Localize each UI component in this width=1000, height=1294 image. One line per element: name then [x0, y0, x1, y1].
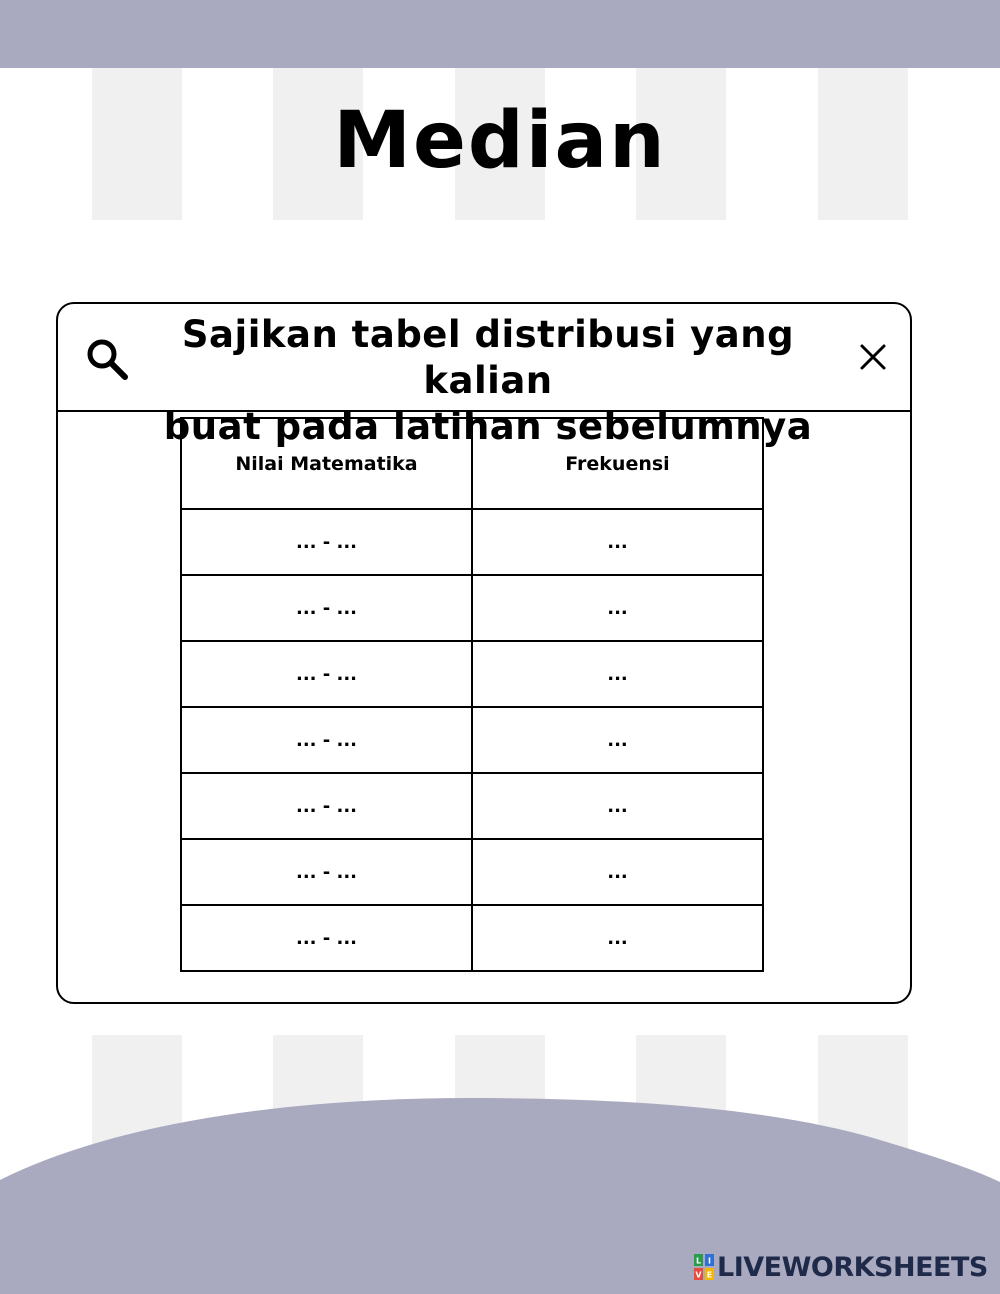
table-row	[181, 707, 763, 773]
interval-cell[interactable]: ... - ...	[181, 707, 472, 773]
interval-cell[interactable]: ... - ...	[181, 773, 472, 839]
logo-letter-l: L	[695, 1256, 702, 1266]
table-row	[181, 641, 763, 707]
interval-cell[interactable]: ... - ...	[181, 575, 472, 641]
frequency-cell[interactable]: ...	[472, 839, 763, 905]
frequency-cell[interactable]: ...	[472, 509, 763, 575]
prompt-line-1: Sajikan tabel distribusi yang kalian	[181, 313, 795, 402]
search-card	[56, 302, 912, 1004]
interval-cell[interactable]: ... - ...	[181, 641, 472, 707]
frequency-cell[interactable]: ...	[472, 575, 763, 641]
frequency-cell[interactable]: ...	[472, 773, 763, 839]
table-row	[181, 575, 763, 641]
liveworksheets-logo-icon	[694, 1254, 714, 1280]
header-frekuensi: Frekuensi	[472, 418, 763, 509]
distribution-table	[180, 417, 764, 972]
page-title: Median	[333, 96, 667, 186]
table-row	[181, 773, 763, 839]
search-card-header	[58, 304, 910, 448]
prompt-line-2: buat pada latihan sebelumnya	[163, 405, 813, 448]
frequency-cell[interactable]: ...	[472, 905, 763, 971]
logo-letter-i: I	[708, 1256, 711, 1266]
top-band	[0, 0, 1000, 68]
brand-name: LIVEWORKSHEETS	[717, 1251, 988, 1283]
header-nilai-matematika: Nilai Matematika	[181, 418, 472, 509]
interval-cell[interactable]: ... - ...	[181, 839, 472, 905]
frequency-cell[interactable]: ...	[472, 641, 763, 707]
liveworksheets-brand[interactable]	[694, 1250, 988, 1284]
logo-letter-v: V	[695, 1270, 702, 1280]
interval-cell[interactable]: ... - ...	[181, 509, 472, 575]
frequency-cell[interactable]: ...	[472, 707, 763, 773]
table-row	[181, 839, 763, 905]
search-icon[interactable]	[84, 336, 130, 382]
logo-letter-e: E	[706, 1270, 713, 1280]
interval-cell[interactable]: ... - ...	[181, 905, 472, 971]
table-header-row	[181, 418, 763, 509]
table-row	[181, 905, 763, 971]
table-row	[181, 509, 763, 575]
close-icon[interactable]	[858, 342, 888, 372]
